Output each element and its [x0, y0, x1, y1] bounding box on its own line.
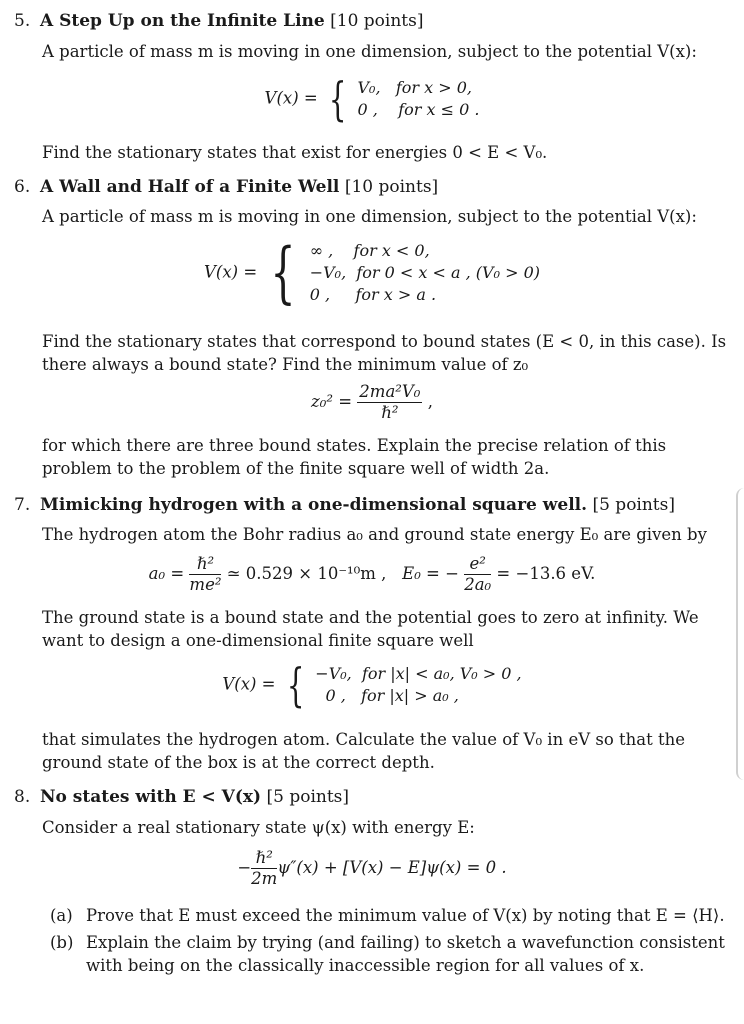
problem-points: [5 points] [592, 495, 675, 515]
problem-title: Mimicking hydrogen with a one-dimensional square well. [40, 495, 588, 515]
numerator: 2ma²V₀ [359, 382, 421, 401]
problem-8-heading [14, 786, 730, 808]
case-value: −V₀, [315, 664, 352, 683]
denominator: 2m [251, 869, 278, 888]
equation-p5 [0, 72, 744, 126]
problem-5-heading [14, 10, 730, 32]
brace-symbol: { [328, 72, 347, 126]
case-condition: for x > a . [355, 285, 437, 304]
case-condition: for |x| > a₀ , [361, 686, 459, 705]
problem-after: that simulates the hydrogen atom. Calculate the value of V₀ in eV so that the ground state of the box is at the correct depth. [42, 730, 686, 772]
item-text: Prove that E must exceed the minimum value of V(x) by noting that E = ⟨H⟩. [86, 906, 725, 925]
problem-points: [10 points] [330, 11, 424, 31]
piecewise-cases [310, 240, 540, 306]
item-text: Explain the claim by trying (and failing) to sketch a wavefunction consistent with being on the classically inaccessible region for all values of x. [86, 933, 725, 975]
problem-title: No states with E < V(x) [40, 787, 262, 807]
eq-lhs: a₀ = [148, 564, 185, 583]
eq-lhs: z₀² = [311, 392, 353, 411]
equation-p7 [0, 658, 744, 712]
equation-p8 [0, 848, 744, 889]
eq-rest: ψ″(x) + [V(x) − E]ψ(x) = 0 . [277, 858, 507, 877]
problem-7 [14, 494, 730, 546]
case-value: −V₀, [309, 263, 347, 282]
numerator: e² [464, 554, 491, 575]
energy-value: = −13.6 eV. [496, 564, 596, 583]
numerator: ℏ² [189, 554, 221, 575]
brace-symbol: { [270, 234, 297, 311]
problem-7-heading [14, 494, 730, 516]
problem-8-items [14, 904, 730, 977]
problem-intro: The hydrogen atom the Bohr radius a₀ and ground state energy E₀ are given by [42, 525, 707, 544]
problem-points: [10 points] [344, 177, 439, 197]
bohr-value: ≃ 0.529 × 10⁻¹⁰m , [226, 564, 387, 583]
fraction [357, 382, 422, 423]
problem-5 [14, 10, 730, 63]
numerator: ℏ² [251, 848, 277, 869]
problem-number: 7. [14, 495, 31, 515]
case-condition: for x > 0, [395, 78, 472, 97]
problem-5-task [14, 141, 730, 164]
case-condition: for 0 < x < a , (V₀ > 0) [356, 263, 540, 282]
problem-number: 8. [14, 787, 31, 807]
problem-intro: Consider a real stationary state ψ(x) with energy E: [42, 818, 475, 837]
problem-mid: The ground state is a bound state and the potential goes to zero at infinity. We want to design a one-dimensional finite square well [42, 608, 699, 650]
piecewise-cases [358, 77, 480, 121]
problem-6 [14, 176, 730, 228]
problem-number: 5. [14, 11, 31, 31]
problem-task: Find the stationary states that correspond to bound states (E < 0, in this case). Is there always a bound state? Find the minimum value of z₀ [42, 332, 727, 374]
fraction [251, 848, 277, 889]
scroll-edge-handle[interactable] [736, 488, 744, 780]
problem-title: A Wall and Half of a Finite Well [40, 177, 340, 197]
case-condition: for x < 0, [353, 241, 430, 260]
denominator: 2a₀ [464, 575, 492, 594]
fraction [189, 554, 221, 595]
piecewise-cases [315, 663, 521, 707]
case-condition: for x ≤ 0 . [398, 100, 480, 119]
problem-title: A Step Up on the Infinite Line [40, 11, 325, 31]
problem-after: for which there are three bound states. Explain the precise relation of this problem to the problem of the finite square well of width 2a. [42, 436, 667, 478]
problem-8 [14, 786, 730, 839]
item-label: (b) [50, 933, 74, 952]
fraction [464, 554, 491, 595]
problem-task: Find the stationary states that exist for energies 0 < E < V₀. [42, 143, 548, 162]
item-label: (a) [50, 906, 73, 925]
brace-symbol: { [286, 658, 305, 712]
problem-6-after [14, 434, 730, 480]
eq-lhs: E₀ = − [402, 564, 459, 583]
eq-lhs: V(x) = [264, 88, 318, 108]
problem-7-mid [14, 606, 730, 652]
denominator: me² [189, 575, 222, 594]
equation-p6 [0, 234, 744, 311]
eq-lhs: V(x) = [222, 674, 276, 694]
eq-tail: , [427, 392, 433, 411]
case-condition: for |x| < a₀, V₀ > 0 , [361, 664, 522, 683]
case-value: 0 , [325, 686, 346, 705]
eq-lhs: V(x) = [204, 262, 258, 282]
subparts-list [50, 904, 730, 977]
problem-number: 6. [14, 177, 31, 197]
case-value: 0 , [357, 100, 378, 119]
problem-intro: A particle of mass m is moving in one dimension, subject to the potential V(x): [42, 42, 697, 61]
equation-z0 [0, 382, 744, 423]
case-value: 0 , [309, 285, 331, 304]
denominator: ℏ² [381, 403, 399, 422]
problem-7-after [14, 728, 730, 774]
problem-6-task [14, 330, 730, 376]
problem-6-heading [14, 176, 730, 198]
equation-bohr [0, 554, 744, 595]
list-item [50, 931, 730, 977]
case-value: ∞ , [309, 241, 334, 260]
problem-points: [5 points] [266, 787, 350, 807]
list-item [50, 904, 730, 927]
problem-intro: A particle of mass m is moving in one dimension, subject to the potential V(x): [42, 207, 697, 226]
eq-sign: − [237, 858, 252, 877]
case-value: V₀, [357, 78, 381, 97]
